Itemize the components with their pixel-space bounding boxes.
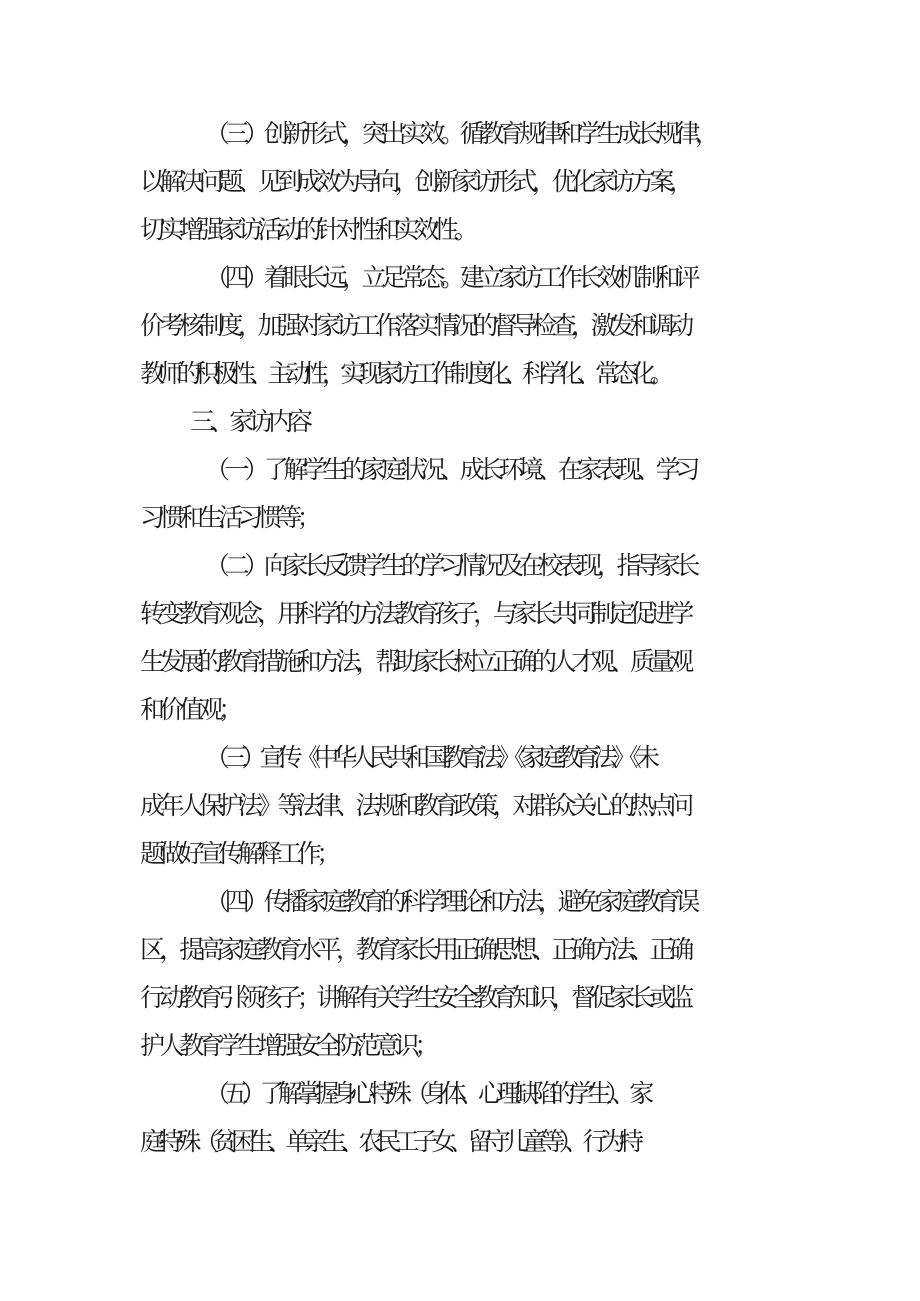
paragraph-line: 和价值观； <box>140 695 239 724</box>
paragraph-line: 成年人保护法》等法律、法规和教育政策，对群众关心的热点问 <box>140 791 689 820</box>
paragraph-line: 行动教育引领孩子；讲解有关学生安全教育知识，督促家长或监 <box>140 983 689 1012</box>
paragraph-line: 切实增强家访活动的针对性和实效性。 <box>140 215 474 244</box>
paragraph-line: 护人教育学生增强安全防范意识； <box>140 1031 435 1060</box>
paragraph-line: （二）向家长反馈学生的学习情况及在校表现，指导家长 <box>205 551 696 580</box>
paragraph-line: （五）了解掌握身心特殊（身体、心理缺陷的学生）、家 <box>205 1079 648 1108</box>
paragraph-line: 区，提高家庭教育水平，教育家长用正确思想、正确方法、正确 <box>140 935 689 964</box>
paragraph-line: （四）传播家庭教育的科学理论和方法，避免家庭教育误 <box>205 887 696 916</box>
paragraph-line: 生发展的教育措施和方法，帮助家长树立正确的人才观、质量观 <box>140 647 689 676</box>
paragraph-line: （四）着眼长远，立足常态。建立家访工作长效机制和评 <box>205 263 696 292</box>
paragraph-line: 题做好宣传解释工作； <box>140 839 337 868</box>
paragraph-line: （一）了解学生的家庭状况、成长环境、在家表现、学习 <box>205 455 696 484</box>
paragraph-line: 以解决问题、见到成效为导向，创新家访形式，优化家访方案， <box>140 167 689 196</box>
paragraph-line: 转变教育观念，用科学的方法教育孩子，与家长共同制定促进学 <box>140 599 689 628</box>
paragraph-line: 习惯和生活习惯等； <box>140 503 317 532</box>
paragraph-line: 价考核制度，加强对家访工作落实情况的督导检查，激发和调动 <box>140 311 689 340</box>
section-heading: 三、家访内容 <box>190 407 308 436</box>
paragraph-line: 教师的积极性、主动性，实现家访工作制度化、科学化、常态化。 <box>140 359 668 388</box>
paragraph-line: （三）创新形式，突出实效。循教育规律和学生成长规律， <box>205 119 715 148</box>
paragraph-line: 庭特殊（贫困生、单亲生、农民工子女、留守儿童等）、行为特 <box>140 1127 638 1156</box>
paragraph-line: （三）宣传《中华人民共和国教育法》《家庭教育法》《未 <box>205 743 654 772</box>
